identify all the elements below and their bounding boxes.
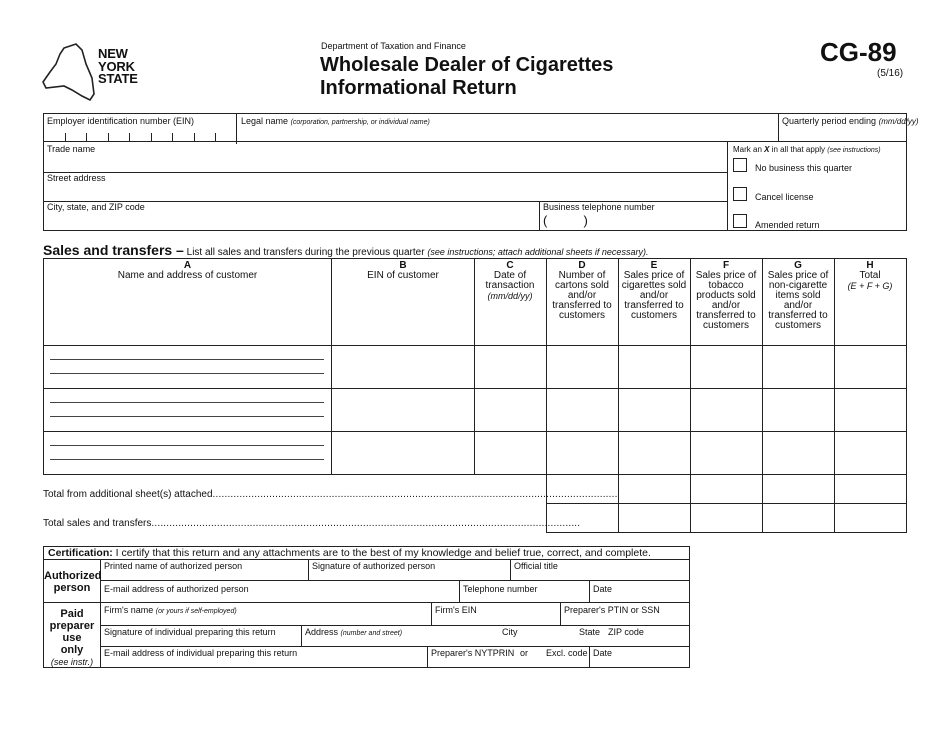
- quarter-period-label: Quarterly period ending: [782, 116, 877, 126]
- quarter-period-hint: (mm/dd/yy): [878, 117, 919, 126]
- column-header-c: C Date of transaction (mm/dd/yy): [485, 260, 535, 301]
- authorized-email-label: E-mail address of authorized person: [104, 584, 249, 594]
- business-phone-field[interactable]: [543, 202, 655, 212]
- department-name: Department of Taxation and Finance: [321, 41, 466, 51]
- authorized-date-field[interactable]: [593, 584, 612, 594]
- official-title-field[interactable]: [514, 561, 558, 571]
- business-phone-label: Business telephone number: [543, 202, 655, 212]
- column-header-a: A Name and address of customer: [117, 260, 258, 281]
- column-header-b: B EIN of customer: [367, 260, 439, 281]
- form-title-line: Wholesale Dealer of Cigarettes: [320, 54, 614, 76]
- firm-ein-label: Firm's EIN: [435, 605, 477, 615]
- ptin-label: Preparer's PTIN or SSN: [564, 605, 660, 615]
- telephone-label: Telephone number: [463, 584, 538, 594]
- nytprin-field[interactable]: [431, 648, 514, 658]
- firm-ein-field[interactable]: [435, 605, 477, 615]
- total-additional-sheets-row: Total from additional sheet(s) attached........................................................................................................................................: [43, 489, 618, 500]
- preparer-address-label: Address: [305, 627, 339, 637]
- total-sales-row: Total sales and transfers................................................................................................................................................: [43, 518, 581, 529]
- printed-name-label: Printed name of authorized person: [104, 561, 243, 571]
- city-state-zip-label: City, state, and ZIP code: [47, 202, 145, 212]
- state-logo-text: [98, 48, 138, 86]
- certification-title: Certification:: [48, 547, 113, 559]
- preparer-signature-label: Signature of individual preparing this return: [104, 627, 276, 637]
- no-business-label: No business this quarter: [755, 163, 853, 173]
- legal-name-label: Legal name: [241, 116, 289, 126]
- form-title-line: Informational Return: [320, 77, 517, 99]
- nytprin-or-label: or: [520, 648, 529, 658]
- firm-name-hint: (or yours if self-employed): [155, 608, 237, 615]
- authorized-person-label: Authorized person: [44, 570, 102, 594]
- preparer-address-field[interactable]: [305, 627, 402, 638]
- sales-heading-hint: (see instructions; attach additional sheets if necessary).: [427, 247, 649, 257]
- trade-name-label: Trade name: [47, 144, 96, 154]
- legal-name-hint: (corporation, partnership, or individual name): [290, 119, 430, 126]
- telephone-field[interactable]: [463, 584, 538, 594]
- nytprin-label: Preparer's NYTPRIN: [431, 648, 515, 658]
- state-logo-line: STATE: [98, 71, 138, 86]
- city-state-zip-field[interactable]: [47, 202, 145, 212]
- sales-heading-text: List all sales and transfers during the previous quarter: [183, 247, 428, 258]
- authorized-date-label: Date: [593, 584, 613, 594]
- exclusion-code-label: Excl. code: [546, 648, 588, 658]
- column-header-g: G Sales price of non-cigarette items sold and/or transferred to customers: [767, 260, 829, 331]
- signature-field[interactable]: [312, 561, 435, 571]
- preparer-state-label: State: [579, 627, 601, 637]
- mark-instructions: Mark an X in all that apply (see instructions): [733, 145, 881, 154]
- preparer-email-field[interactable]: [104, 648, 297, 658]
- column-header-d: D Number of cartons sold and/or transferred to customers: [552, 260, 612, 321]
- signature-label: Signature of authorized person: [312, 561, 436, 571]
- amended-return-label: Amended return: [755, 220, 820, 230]
- official-title-label: Official title: [514, 561, 558, 571]
- street-address-field[interactable]: [47, 173, 106, 183]
- preparer-state-field[interactable]: [579, 627, 600, 637]
- form-number: CG-89: [820, 37, 897, 67]
- trade-name-field[interactable]: [47, 144, 95, 154]
- preparer-signature-field[interactable]: [104, 627, 276, 637]
- firm-name-field[interactable]: [104, 605, 237, 616]
- column-header-e: E Sales price of cigarettes sold and/or transferred to customers: [621, 260, 687, 321]
- quarter-period-field[interactable]: [782, 116, 919, 126]
- preparer-city-field[interactable]: [502, 627, 518, 637]
- preparer-date-field[interactable]: [593, 648, 612, 658]
- phone-area-code-parens: ( ): [543, 213, 588, 228]
- cancel-license-label: Cancel license: [755, 192, 814, 202]
- ein-label: Employer identification number (EIN): [47, 116, 195, 126]
- cancel-license-checkbox[interactable]: [733, 187, 747, 201]
- preparer-city-label: City: [502, 627, 518, 637]
- state-logo-line: YORK: [98, 58, 135, 74]
- preparer-email-label: E-mail address of individual preparing this return: [104, 648, 298, 658]
- legal-name-field[interactable]: [241, 116, 430, 127]
- exclusion-code-field[interactable]: [546, 648, 588, 658]
- new-york-state-outline-icon: [42, 42, 104, 102]
- paid-preparer-label: Paid preparer use only (see instr.): [49, 608, 95, 667]
- printed-name-field[interactable]: [104, 561, 242, 571]
- authorized-email-field[interactable]: [104, 584, 249, 594]
- preparer-zip-label: ZIP code: [608, 627, 644, 637]
- preparer-date-label: Date: [593, 648, 613, 658]
- column-header-h: H Total (E + F + G): [847, 260, 893, 291]
- preparer-address-hint: (number and street): [340, 630, 403, 637]
- firm-name-label: Firm's name: [104, 605, 154, 615]
- amended-return-checkbox[interactable]: [733, 214, 747, 228]
- total-sales-label: Total sales and transfers: [43, 518, 152, 529]
- certification-statement: Certification: I certify that this return and any attachments are to the best of my knowledge and belief true, correct, and complete.: [48, 547, 651, 559]
- sales-heading-title: Sales and transfers –: [43, 242, 184, 258]
- ptin-field[interactable]: [564, 605, 660, 615]
- column-header-f: F Sales price of tobacco products sold and/or transferred to customers: [695, 260, 757, 331]
- form-revision: (5/16): [877, 68, 904, 79]
- no-business-checkbox[interactable]: [733, 158, 747, 172]
- form-title: [320, 54, 613, 100]
- state-logo-line: NEW: [98, 46, 128, 61]
- street-address-label: Street address: [47, 173, 106, 183]
- total-additional-sheets-label: Total from additional sheet(s) attached: [43, 489, 213, 500]
- preparer-zip-field[interactable]: [608, 627, 644, 637]
